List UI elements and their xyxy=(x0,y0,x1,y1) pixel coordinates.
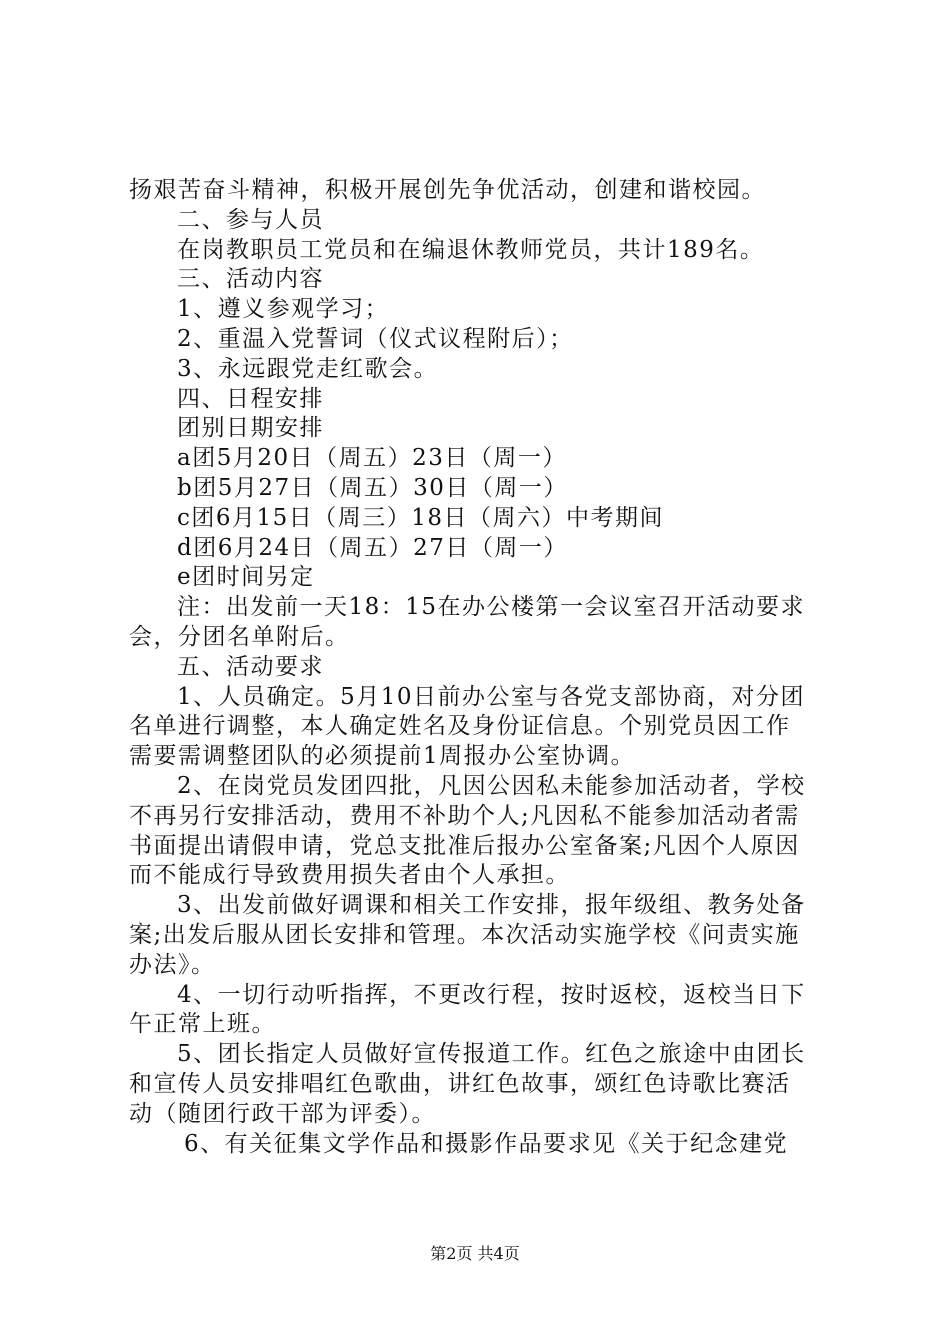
text-line: 5、团长指定人员做好宣传报道工作。红色之旅途中由团长 xyxy=(177,1041,806,1068)
text-line: 而不能成行导致费用损失者由个人承担。 xyxy=(129,862,570,889)
text-line: 四、日程安排 xyxy=(177,385,324,412)
text-line: 办法》。 xyxy=(129,951,216,978)
text-line: 团别日期安排 xyxy=(177,415,324,442)
text-line: 1、遵义参观学习； xyxy=(177,296,390,323)
text-line: 2、在岗党员发团四批，凡因公因私未能参加活动者，学校 xyxy=(177,772,806,799)
text-line: 4、一切行动听指挥，不更改行程，按时返校，返校当日下 xyxy=(177,981,806,1008)
text-line: 需要需调整团队的必须提前1周报办公室协调。 xyxy=(129,743,636,770)
text-line: e团时间另定 xyxy=(177,564,315,591)
text-line: 五、活动要求 xyxy=(177,653,324,680)
page-number: 第2页 共4页 xyxy=(430,1244,520,1263)
text-line: c团6月15日（周三）18日（周六）中考期间 xyxy=(177,504,665,531)
text-line: 三、活动内容 xyxy=(177,266,324,293)
text-line: 在岗教职员工党员和在编退休教师党员，共计189名。 xyxy=(177,236,765,263)
text-line: 扬艰苦奋斗精神，积极开展创先争优活动，创建和谐校园。 xyxy=(129,177,766,203)
text-line: 2、重温入党誓词（仪式议程附后）； xyxy=(177,325,574,352)
text-line: 午正常上班。 xyxy=(129,1011,276,1038)
text-line: 会，分团名单附后。 xyxy=(129,623,350,650)
text-line: 3、出发前做好调课和相关工作安排，报年级组、教务处备 xyxy=(177,892,806,919)
text-line: 书面提出请假申请，党总支批准后报办公室备案;凡因个人原因 xyxy=(129,832,800,859)
document-body xyxy=(129,176,829,1159)
text-line: 不再另行安排活动，费用不补助个人;凡因私不能参加活动者需 xyxy=(129,802,800,829)
text-line: 6、有关征集文学作品和摄影作品要求见《关于纪念建党 xyxy=(184,1130,789,1157)
text-line: 名单进行调整，本人确定姓名及身份证信息。个别党员因工作 xyxy=(129,713,791,740)
text-line: 1、人员确定。5月10日前办公室与各党支部协商，对分团 xyxy=(177,683,806,710)
text-line: b团5月27日（周五）30日（周一） xyxy=(177,474,568,501)
text-line: a团5月20日（周五）23日（周一） xyxy=(177,445,567,472)
text-line: 和宣传人员安排唱红色歌曲，讲红色故事，颂红色诗歌比赛活 xyxy=(129,1070,791,1097)
text-line: 案;出发后服从团长安排和管理。本次活动实施学校《问责实施 xyxy=(129,921,800,948)
text-line: 3、永远跟党走红歌会。 xyxy=(177,355,439,382)
text-line: d团6月24日（周五）27日（周一） xyxy=(177,534,568,561)
text-line: 动（随团行政干部为评委）。 xyxy=(129,1100,436,1127)
text-line: 二、参与人员 xyxy=(177,206,324,233)
text-line: 注：出发前一天18：15在办公楼第一会议室召开活动要求 xyxy=(177,594,806,621)
